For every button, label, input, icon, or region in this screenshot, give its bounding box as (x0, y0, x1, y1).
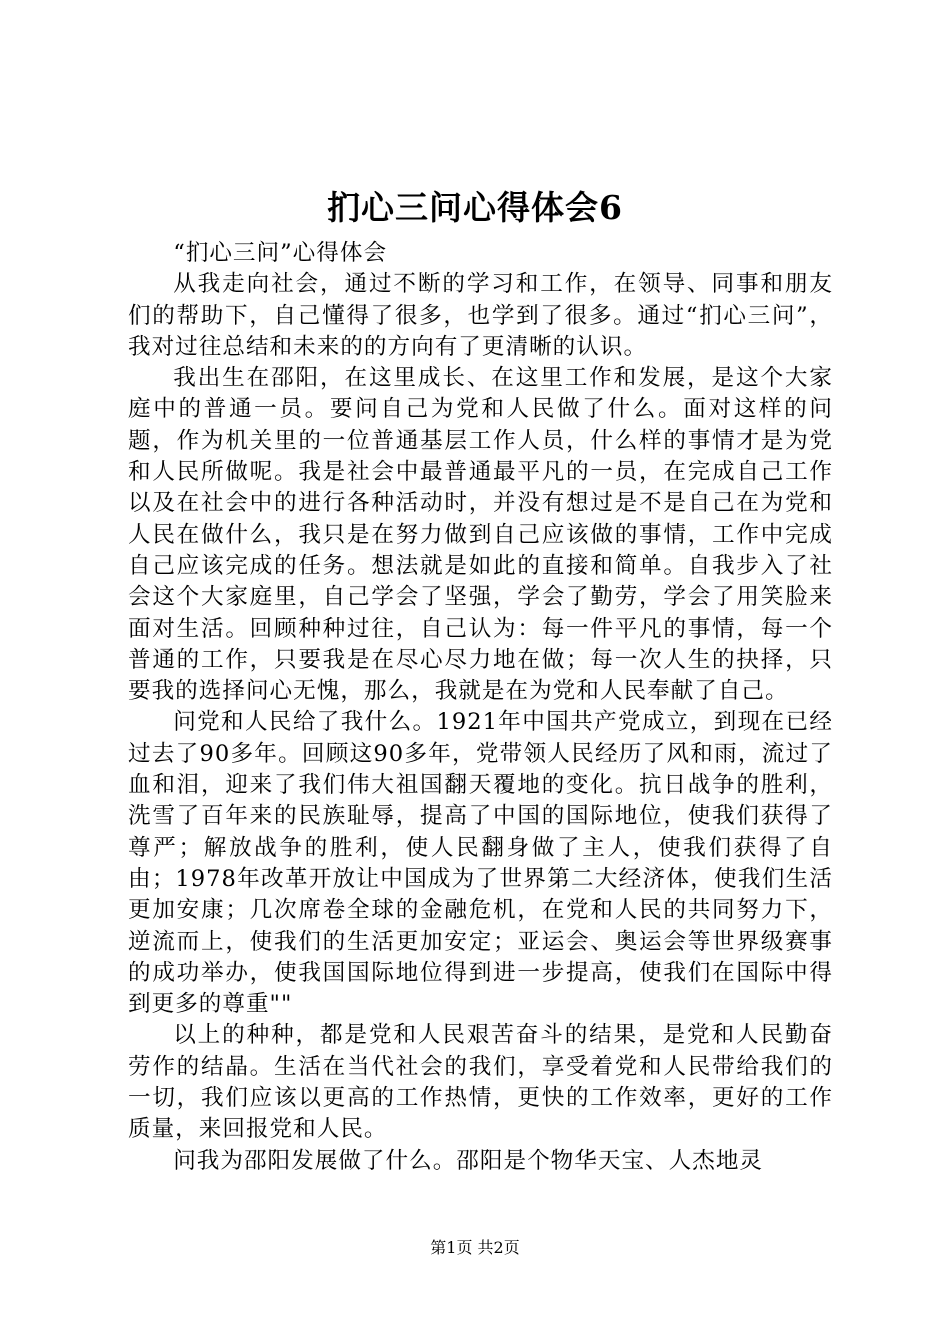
body-paragraph-subtitle: “扪心三问”心得体会 (173, 240, 388, 266)
document-body (128, 238, 833, 1177)
body-paragraph: 以上的种种，都是党和人民艰苦奋斗的结果，是党和人民勤奋劳作的结晶。生活在当代社会的我们，享受着党和人民带给我们的一切，我们应该以更高的工作热情，更快的工作效率，更好的工作质量，来回报党和人民。 (128, 1022, 833, 1143)
body-paragraph: 问党和人民给了我什么。1921年中国共产党成立，到现在已经过去了90多年。回顾这90多年，党带领人民经历了风和雨，流过了血和泪，迎来了我们伟大祖国翻天覆地的变化。抗日战争的胜利，洗雪了百年来的民族耻辱，提高了中国的国际地位，使我们获得了尊严；解放战争的胜利，使人民翻身做了主人，使我们获得了自由；1978年改革开放让中国成为了世界第二大经济体，使我们生活更加安康；几次席卷全球的金融危机，在党和人民的共同努力下，逆流而上，使我们的生活更加安定；亚运会、奥运会等世界级赛事的成功举办，使我国国际地位得到进一步提高，使我们在国际中得到更多的尊重"" (128, 709, 833, 1018)
page-footer: 第1页 共2页 (430, 1238, 520, 1257)
body-paragraph: 问我为邵阳发展做了什么。邵阳是个物华天宝、人杰地灵 (173, 1147, 764, 1174)
body-paragraph: 我出生在邵阳，在这里成长、在这里工作和发展，是这个大家庭中的普通一员。要问自己为党和人民做了什么。面对这样的问题，作为机关里的一位普通基层工作人员，什么样的事情才是为党和人民所做呢。我是社会中最普通最平凡的一员，在完成自己工作以及在社会中的进行各种活动时，并没有想过是不是自己在为党和人民在做什么，我只是在努力做到自己应该做的事情，工作中完成自己应该完成的任务。想法就是如此的直接和简单。自我步入了社会这个大家庭里，自己学会了坚强，学会了勤劳，学会了用笑脸来面对生活。回顾种种过往，自己认为：每一件平凡的事情，每一个普通的工作，只要我是在尽心尽力地在做；每一次人生的抉择，只要我的选择问心无愧，那么，我就是在为党和人民奉献了自己。 (128, 365, 833, 705)
body-paragraph: 从我走向社会，通过不断的学习和工作，在领导、同事和朋友们的帮助下，自己懂得了很多，也学到了很多。通过“扪心三问”，我对过往总结和未来的的方向有了更清晰的认识。 (128, 271, 833, 360)
document-title: 扪心三问心得体会6 (327, 188, 623, 227)
